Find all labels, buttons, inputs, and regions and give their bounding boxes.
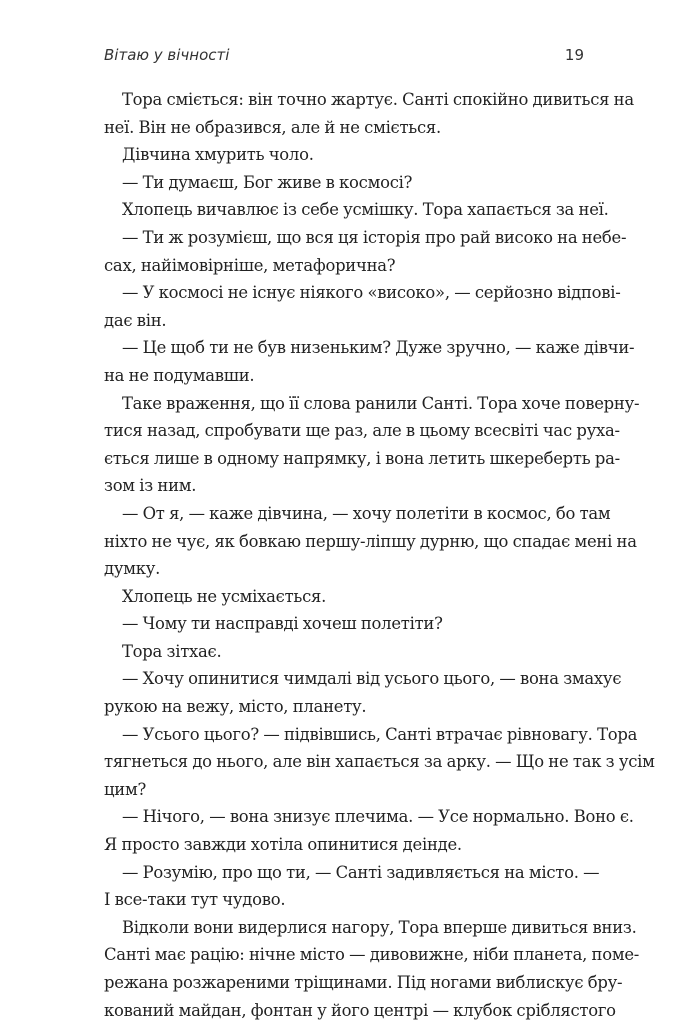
text-line: дає він.	[104, 310, 167, 330]
text-line: — Розумію, про що ти, — Санті задивляється на місто. —	[122, 862, 600, 882]
text-line: на не подумавши.	[104, 365, 255, 385]
text-line: Санті має рацію: нічне місто — дивовижне, ніби планета, поме-	[104, 945, 640, 965]
text-line: Тора зітхає.	[122, 641, 222, 661]
text-line: — Усього цього? — підвівшись, Санті втрачає рівновагу. Тора	[122, 724, 638, 744]
text-line: Таке враження, що її слова ранили Санті. Тора хоче поверну-	[122, 393, 640, 413]
text-line: тягнеться до нього, але він хапається за арку. — Що не так з усім	[104, 752, 655, 772]
text-line: — Ти думаєш, Бог живе в космосі?	[122, 172, 413, 192]
text-line: зом із ним.	[104, 476, 197, 496]
text-line: режана розжареними тріщинами. Під ногами виблискує бру-	[104, 973, 623, 992]
text-line: тися назад, спробувати ще раз, але в цьому всесвіті час руха-	[104, 421, 620, 441]
text-line: — Це щоб ти не був низеньким? Дуже зручно, — каже дівчи-	[122, 338, 635, 358]
running-title: Вітаю у вічності	[104, 46, 230, 64]
text-line: Хлопець не усміхається.	[122, 586, 327, 606]
text-line: ніхто не чує, як бовкаю першу-ліпшу дурню, що спадає мені на	[104, 531, 637, 551]
body-text	[104, 86, 655, 1024]
text-line: — Ти ж розумієш, що вся ця історія про рай високо на небе-	[122, 227, 627, 247]
text-line: І все-таки тут чудово.	[104, 890, 286, 910]
text-line: Відколи вони видерлися нагору, Тора вперше дивиться вниз.	[122, 917, 637, 937]
text-line: Дівчина хмурить чоло.	[122, 145, 314, 165]
text-line: цим?	[104, 779, 147, 799]
text-line: думку.	[104, 559, 161, 579]
text-line: сах, найімовірніше, метафорична?	[104, 255, 396, 275]
text-line: кований майдан, фонтан у його центрі — клубок сріблястого	[104, 1000, 616, 1020]
text-line: неї. Він не образився, але й не сміється.	[104, 117, 441, 137]
text-line: Тора сміється: він точно жартує. Санті спокійно дивиться на	[122, 90, 634, 109]
text-line: Я просто завжди хотіла опинитися деінде.	[104, 835, 462, 855]
text-line: — У космосі не існує ніякого «високо», — серйозно відпові-	[122, 283, 621, 303]
text-line: ється лише в одному напрямку, і вона летить шкереберть ра-	[104, 448, 620, 468]
text-line: — Чому ти насправді хочеш полетіти?	[122, 614, 443, 634]
text-line: — Хочу опинитися чимдалі від усього цього, — вона змахує	[122, 669, 622, 689]
text-line: Хлопець вичавлює із себе усмішку. Тора хапається за неї.	[122, 200, 609, 220]
text-line: — Нічого, — вона знизує плечима. — Усе нормально. Воно є.	[122, 807, 634, 827]
text-line: — От я, — каже дівчина, — хочу полетіти в космос, бо там	[122, 503, 611, 523]
text-line: рукою на вежу, місто, планету.	[104, 697, 367, 717]
page-number: 19	[564, 46, 584, 64]
